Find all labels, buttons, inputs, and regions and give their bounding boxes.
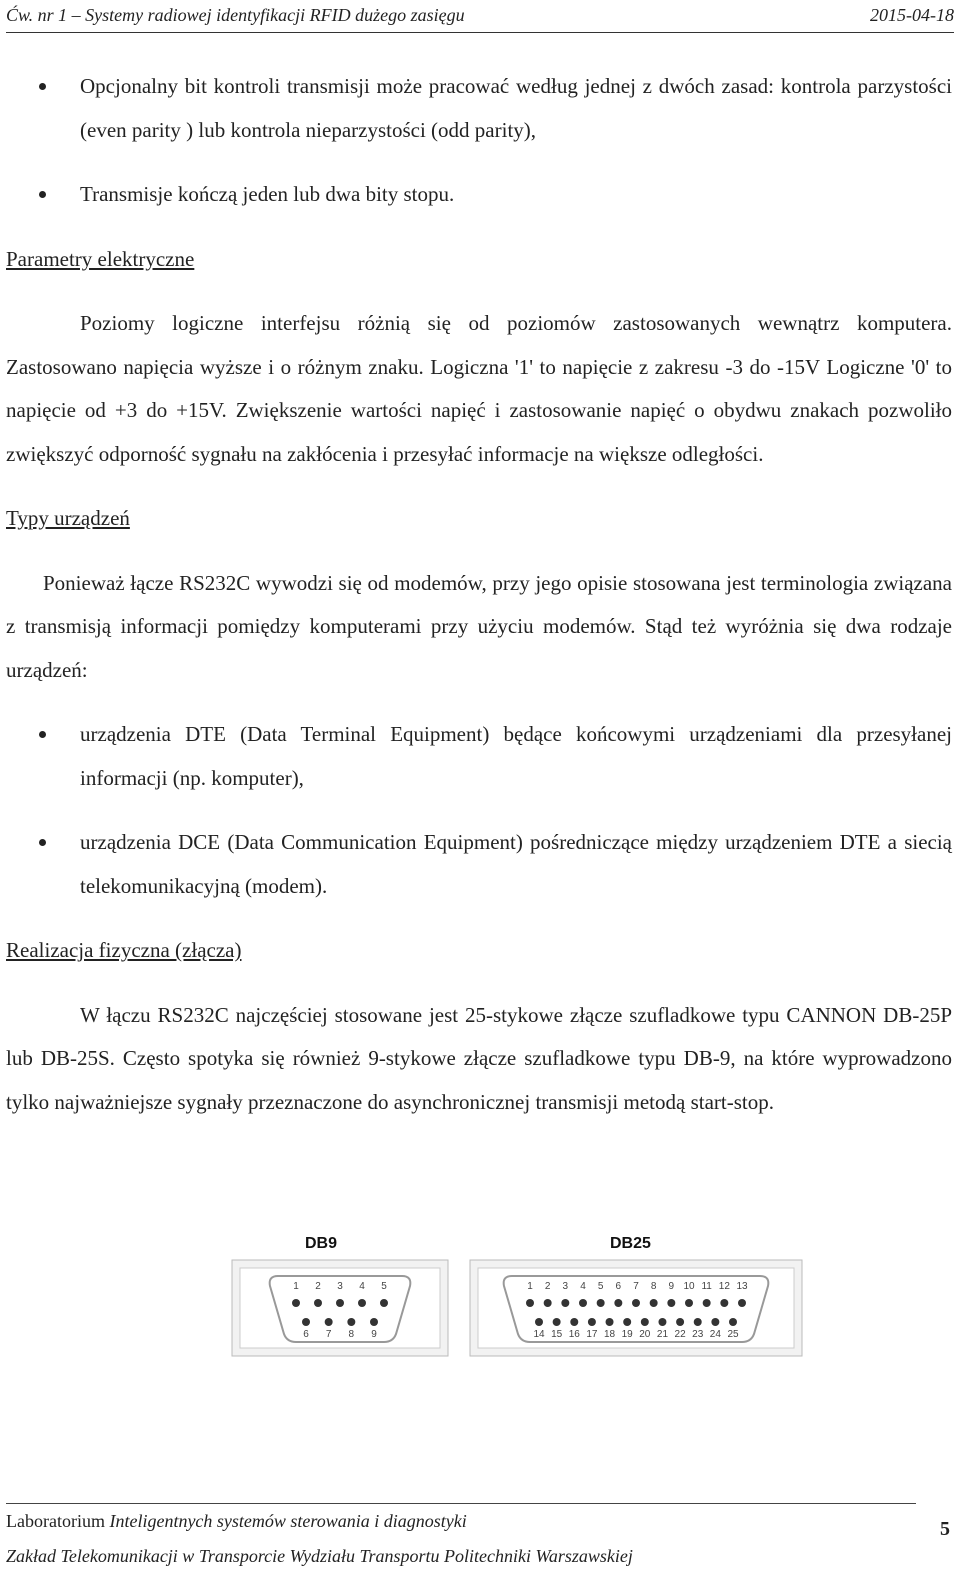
db9-pin-label: 2 [315,1281,321,1292]
db25-pin-label: 18 [603,1329,616,1340]
db9-pin-label: 1 [293,1281,299,1292]
db25-pin [614,1299,622,1307]
section-heading-physical: Realizacja fizyczna (złącza) [6,938,242,962]
db25-pin [685,1299,693,1307]
db25-pin-label: 9 [668,1281,675,1292]
db25-pin-label: 13 [736,1281,748,1292]
bullet-icon [39,83,46,90]
db25-pin-label: 5 [597,1281,604,1292]
db25-pin [570,1318,578,1326]
list-item [6,65,952,152]
db9-pin [370,1318,378,1326]
db25-pin-label: 12 [718,1281,730,1292]
db25-title: DB25 [610,1235,651,1252]
db25-pin-label: 4 [580,1281,586,1292]
db25-pin-label: 7 [633,1281,639,1292]
db25-pin [561,1299,569,1307]
bullet-icon [39,731,46,738]
db9-pin-label: 5 [381,1281,387,1292]
db25-pin [658,1318,666,1326]
list-item-text: urządzenia DCE (Data Communication Equipment) pośredniczące między urządzeniem DTE a siecią telekomunikacyjną (modem). [80,830,952,898]
db25-pin-label: 25 [727,1329,739,1340]
db25-pin [588,1318,596,1326]
db25-pin-label: 10 [683,1281,695,1292]
list-item [6,713,952,800]
header-date: 2015-04-18 [870,5,954,25]
db9-pin [380,1299,388,1307]
connector-diagram [230,1230,805,1360]
db25-pin-label: 17 [586,1329,598,1340]
db25-pin [720,1299,728,1307]
header-title: Ćw. nr 1 – Systemy radiowej identyfikacji RFID dużego zasięgu [6,5,465,25]
db9-pin [292,1299,300,1307]
paragraph-electrical: Poziomy logiczne interfejsu różnią się od poziomów zastosowanych wewnątrz komputera. Zastosowano napięcia wyższe i o różnym znaku. Logiczna '1' to napięcie z zakresu -3 do -15V Logiczne '0' to napięcie od +3 do +15V. Zwiększenie wartości napięć i zastosowanie napięć o obydwu znakach pozwoliło zwiększyć odporność sygnału na zakłócenia i przesyłać informacje na większe odległości. [6,311,952,466]
list-item-text: Transmisje kończą jeden lub dwa bity stopu. [80,182,455,206]
db25-pin [694,1318,702,1326]
db25-pin-label: 3 [562,1281,569,1292]
db25-pin [535,1318,543,1326]
db25-pin-label: 6 [615,1281,622,1292]
footer-lab-name: Inteligentnych systemów sterowania i diagnostyki [109,1511,467,1531]
db9-pin-label: 3 [337,1281,343,1292]
db25-pin [623,1318,631,1326]
db25-connector-icon [470,1260,802,1356]
footer-department: Zakład Telekomunikacji w Transporcie Wydziału Transportu Politechniki Warszawskiej [6,1546,633,1566]
db9-pin [336,1299,344,1307]
db25-pin [711,1318,719,1326]
list-item [6,173,952,217]
db25-pin [597,1299,605,1307]
db9-pin-label: 9 [371,1329,377,1340]
db25-pin [641,1318,649,1326]
db25-pin-label: 8 [650,1281,657,1292]
db25-pin [632,1299,640,1307]
db9-title: DB9 [305,1235,338,1252]
db9-pin [302,1318,310,1326]
section-heading-electrical: Parametry elektryczne [6,246,195,271]
db9-pin [358,1299,366,1307]
footer-divider [6,1503,916,1504]
paragraph-device-types: Ponieważ łącze RS232C wywodzi się od modemów, przy jego opisie stosowana jest terminologia związana z transmisją informacji pomiędzy komputerami przy użyciu modemów. Stąd też wyróżnia się dwa rodzaje urządzeń: [6,570,952,682]
db25-pin [729,1318,737,1326]
db9-pin-label: 6 [303,1329,309,1340]
page-header [6,0,954,33]
db25-pin-label: 22 [674,1329,686,1340]
db25-pin [703,1299,711,1307]
document-body [6,65,952,1124]
db25-pin [606,1318,614,1326]
db25-pin-label: 15 [551,1329,563,1340]
db25-pin-label: 23 [692,1329,704,1340]
db25-pin [553,1318,561,1326]
db25-pin-label: 2 [544,1281,551,1292]
db25-pin [526,1299,534,1307]
bullet-icon [39,839,46,846]
db25-pin-label: 11 [701,1281,712,1292]
db25-pin [738,1299,746,1307]
db25-pin-label: 24 [709,1329,721,1340]
db25-pin-label: 21 [656,1329,669,1340]
list-item-text: Opcjonalny bit kontroli transmisji może pracować według jednej z dwóch zasad: kontrola parzystości (even parity ) lub kontrola nieparzystości (odd parity), [80,74,952,142]
page-number: 5 [940,1518,950,1540]
list-item [6,821,952,908]
footer-lab-prefix: Laboratorium [6,1511,105,1531]
paragraph-physical: W łączu RS232C najczęściej stosowane jest 25-stykowe złącze szufladkowe typu CANNON DB-25P lub DB-25S. Często spotyka się również 9-stykowe złącze szufladkowe typu DB-9, na które wyprowadzono tylko najważniejsze sygnały przeznaczone do asynchronicznej transmisji metodą start-stop. [6,1002,952,1114]
db9-pin [314,1299,322,1307]
db9-connector-icon [232,1260,448,1356]
db25-pin-label: 1 [527,1281,533,1292]
db9-pin [325,1318,333,1326]
db9-pin-label: 4 [359,1281,365,1292]
list-item-text: urządzenia DTE (Data Terminal Equipment) będące końcowymi urządzeniami dla przesyłanej informacji (np. komputer), [80,722,952,790]
db25-pin-label: 16 [568,1329,580,1340]
section-heading-device-types: Typy urządzeń [6,506,130,530]
db25-pin [650,1299,658,1307]
db25-pin [676,1318,684,1326]
footer-lab [6,1509,467,1533]
db9-pin [347,1318,355,1326]
db25-pin [667,1299,675,1307]
connector-figure [230,1230,805,1360]
db25-pin [579,1299,587,1307]
bullet-icon [39,191,46,198]
db25-pin-label: 19 [621,1329,633,1340]
db25-pin-label: 20 [639,1329,651,1340]
page-footer [6,1500,954,1571]
db25-pin-label: 14 [533,1329,545,1340]
db9-pin-label: 7 [325,1329,332,1340]
db25-pin [544,1299,552,1307]
db9-pin-label: 8 [348,1329,355,1340]
